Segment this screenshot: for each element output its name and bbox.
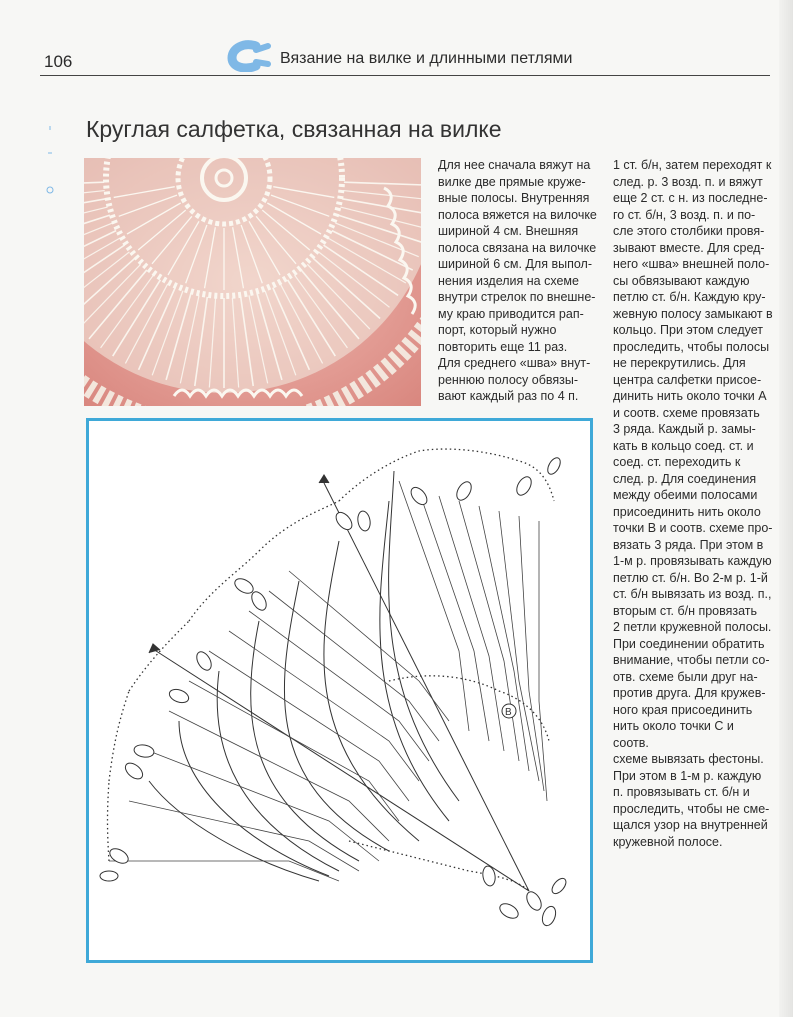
- hairpin-c-icon: [226, 40, 276, 77]
- text-column-1: [438, 157, 608, 405]
- paragraph-instructions: 1 ст. б/н, затем переходят к след. р. 3 возд. п. и вяжут еще 2 ст. с н. из последне- го ст. б/н, 3 возд. п. и по- сле этого столбики провя- зывают вместе. Для сред- него «шва» внешней поло- сы обвязывают каждую петлю ст. б/н. Каждую кру- жевную полосу замыкают в кольцо. При этом следует проследить, чтобы полосы не перекрутились. Для центра салфетки присое- динить нить около точки А и соотв. схеме провязать 3 ряда. Каждый р. замы- кать в кольцо соед. ст. и соед. ст. переходить к след. р. Для соединения между обеими полосами присоединить нить около точки В и соотв. схеме про- вязать 3 ряда. При этом в 1-м р. провязывать каждую петлю ст. б/н. Во 2-м р. 1-й ст. б/н вывязать из возд. п., вторым ст. б/н провязать 2 петли кружевной полосы. При соединении обратить внимание, чтобы петли со- отв. схеме были друг на- против друга. Для кружев- ного края присоединить нить около точки С и соотв. схеме вывязать фестоны. При этом в 1-м р. каждую п. провязывать ст. б/н и проследить, чтобы не сме- щался узор на внутренней кружевной полосе.: [613, 158, 773, 849]
- point-label-b: В: [505, 707, 512, 718]
- article-title: Круглая салфетка, связанная на вилке: [86, 116, 502, 142]
- paragraph-middle-seam: Для среднего «шва» внут- реннюю полосу обвязы- вают каждый раз по 4 п.: [438, 356, 591, 403]
- page-edge: [779, 0, 793, 1017]
- text-column-2: [613, 157, 773, 850]
- header-divider: [40, 75, 770, 76]
- crochet-doily-photo: [84, 158, 421, 406]
- running-title: Вязание на вилке и длинными петлями: [280, 50, 573, 67]
- paragraph-intro: Для нее сначала вяжут на вилке две прямые круже- вные полосы. Внутренняя полоса вяжется на вилочке шириной 4 см. Внешняя полоса связана на вилочке шириной 6 см. Для выпол- нения изделия на схеме внутри стрелок по внешне- му краю приводится рап- порт, который нужно повторить еще 11 раз.: [438, 158, 597, 354]
- margin-marks: [40, 120, 60, 205]
- crochet-chart-diagram: [86, 418, 593, 963]
- page-number: 106: [44, 52, 73, 71]
